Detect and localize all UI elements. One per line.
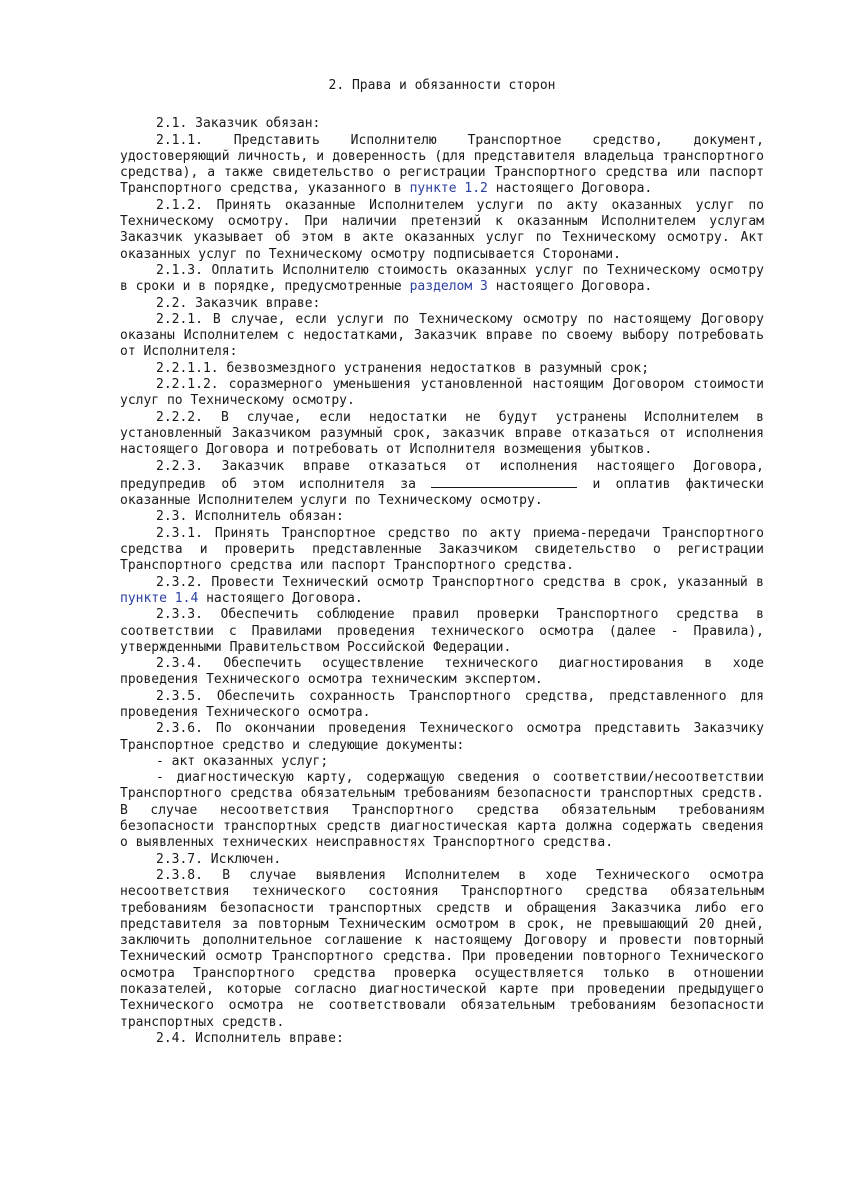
paragraph-2-2-1: 2.2.1. В случае, если услуги по Техническому осмотру по настоящему Договору оказаны Исполнителем с недостатками, Заказчик вправе по своему выбору потребовать от Исполнителя: (120, 311, 764, 360)
paragraph-text: настоящего Договора. (198, 590, 363, 606)
paragraph-text: 2.3.2. Провести Технический осмотр Транспортного средства в срок, указанный в (156, 574, 764, 590)
paragraph-2-3: 2.3. Исполнитель обязан: (156, 509, 344, 525)
paragraph-text: настоящего Договора. (487, 181, 653, 197)
section-title: 2. Права и обязанности сторон (328, 78, 556, 93)
document-page (120, 78, 764, 1047)
paragraph-2-3-8: 2.3.8. В случае выявления Исполнителем в ходе Технического осмотра несоответствия технического состояния Транспортного средства обязательным требованиям безопасности транспортных средств и обращения Заказчика либо его представителя за повторным Техническим осмотром в срок, не превышающий 20 дней, заключить дополнительное соглашение к настоящему Договору и провести повторный Технический осмотр Транспортного средства. При проведении повторного Технического осмотра Транспортного средства проверка осуществляется только в отношении показателей, которые согласно диагностической карте при проведении предыдущего Технического осмотра не соответствовали обязательным требованиям безопасности транспортных средств. (120, 867, 764, 1030)
link-section-3[interactable]: разделом 3 (409, 279, 488, 295)
link-clause-1-2[interactable]: пункте 1.2 (409, 181, 488, 197)
paragraph-2-2-1-1: 2.2.1.1. безвозмездного устранения недостатков в разумный срок; (156, 360, 650, 376)
blank-field (431, 475, 577, 488)
paragraph-2-1-1 (120, 133, 764, 198)
list-item-diagnostic-card: - диагностическую карту, содержащую сведения о соответствии/несоответствии Транспортного средства обязательным требованиям безопасности транспортных средств. В случае несоответствия Транспортного средства обязательным требованиям безопасности транспортных средств диагностическая карта должна содержать сведения о выявленных технических неисправностях Транспортного средства. (120, 770, 764, 851)
paragraph-2-3-1: 2.3.1. Принять Транспортное средство по акту приема-передачи Транспортного средства и проверить представленные Заказчиком свидетельство о регистрации Транспортного средства или паспорт Транспортного средства. (120, 525, 764, 574)
paragraph-text: 2.1.1. Представить Исполнителю Транспортное средство, документ, удостоверяющий личность, и доверенность (для представителя владельца транспортного средства), а также свидетельство о регистрации Транспортного средства или паспорт Транспортного средства, указанного в (120, 132, 764, 197)
paragraph-2-2-3 (120, 459, 764, 510)
paragraph-2-1-3 (120, 263, 764, 296)
paragraph-2-4: 2.4. Исполнитель вправе: (156, 1030, 344, 1046)
paragraph-2-3-6: 2.3.6. По окончании проведения Технического осмотра представить Заказчику Транспортное средство и следующие документы: (120, 721, 764, 753)
paragraph-2-2-1-2: 2.2.1.2. соразмерного уменьшения установленной настоящим Договором стоимости услуг по Техническому осмотру. (120, 377, 764, 409)
paragraph-text: и оплатив фактически оказанные Исполнителем услуги по Техническому осмотру. (120, 476, 764, 509)
list-item-act: - акт оказанных услуг; (156, 753, 329, 769)
paragraph-2-1: 2.1. Заказчик обязан: (156, 116, 321, 132)
paragraph-text: 2.2.3. Заказчик вправе отказаться от исполнения настоящего Договора, предупредив об этом исполнителя за (120, 458, 764, 492)
paragraph-2-3-3: 2.3.3. Обеспечить соблюдение правил проверки Транспортного средства в соответствии с Правилами проведения технического осмотра (далее - Правила), утвержденными Правительством Российской Федерации. (120, 607, 764, 655)
paragraph-2-2-2: 2.2.2. В случае, если недостатки не будут устранены Исполнителем в установленный Заказчиком разумный срок, заказчик вправе отказаться от исполнения настоящего Договора и потребовать от Исполнителя возмещения убытков. (120, 409, 764, 458)
paragraph-2-3-7: 2.3.7. Исключен. (156, 851, 282, 867)
paragraph-2-1-2: 2.1.2. Принять оказанные Исполнителем услуги по акту оказанных услуг по Техническому осмотру. При наличии претензий к оказанным Исполнителем услугам Заказчик указывает об этом в акте оказанных услуг по Техническому осмотру. Акт оказанных услуг по Техническому осмотру подписывается Сторонами. (120, 197, 764, 262)
paragraph-2-3-4: 2.3.4. Обеспечить осуществление технического диагностирования в ходе проведения Технического осмотра техническим экспертом. (120, 656, 764, 688)
paragraph-2-2: 2.2. Заказчик вправе: (156, 295, 321, 311)
link-clause-1-4[interactable]: пункте 1.4 (120, 590, 199, 606)
paragraph-text: 2.1.3. Оплатить Исполнителю стоимость оказанных услуг по Техническому осмотру в сроки и в порядке, предусмотренные (120, 262, 764, 295)
paragraph-2-3-5: 2.3.5. Обеспечить сохранность Транспортного средства, представленного для проведения Технического осмотра. (120, 688, 764, 720)
paragraph-text: настоящего Договора. (487, 279, 653, 295)
paragraph-2-3-2 (120, 575, 764, 608)
